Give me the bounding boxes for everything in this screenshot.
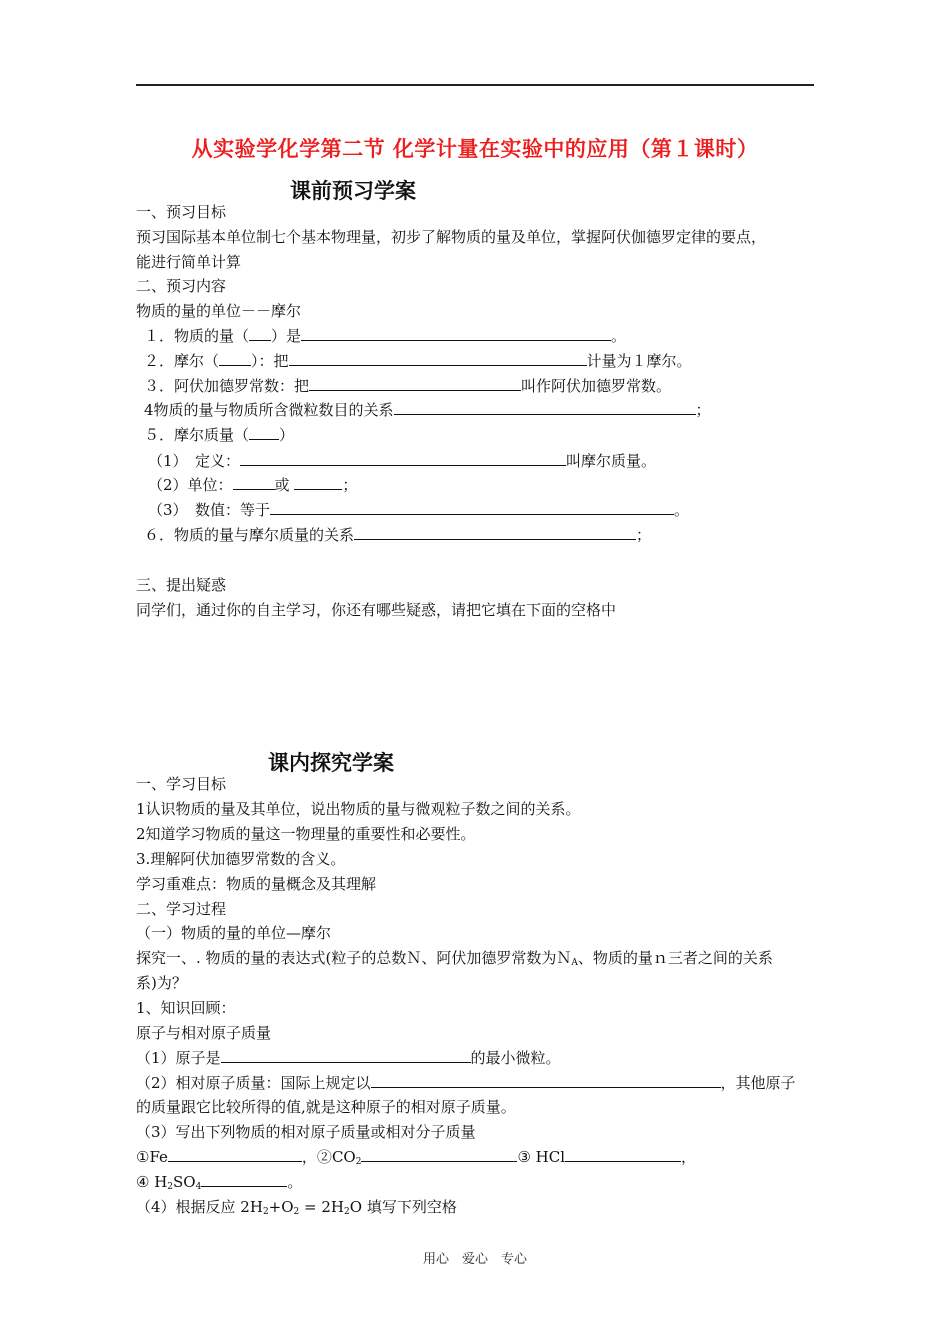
knowledge-review: 1、知识回顾： xyxy=(136,999,236,1017)
pre-goal-heading: 一、预习目标 xyxy=(136,203,227,221)
atom-subheading: 原子与相对原子质量 xyxy=(136,1024,272,1042)
doubt-heading: 三、提出疑惑 xyxy=(136,576,227,594)
in-goal-2: 2知道学习物质的量这一物理量的重要性和必要性。 xyxy=(136,825,476,843)
reaction-question: （4）根据反应 $2H_2+O_2 = 2H_2O$ 填写下列空格 xyxy=(136,1198,457,1217)
question-6: ６．物质的量与摩尔质量的关系 ； xyxy=(144,526,652,544)
in-goal-3: 3.理解阿伏加德罗常数的含义。 xyxy=(136,850,346,868)
question-5: ５．摩尔质量（ ） xyxy=(144,426,295,444)
key-points: 学习重难点：物质的量概念及其理解 xyxy=(136,875,377,893)
in-goal-1: 1认识物质的量及其单位，说出物质的量与微观粒子数之间的关系。 xyxy=(136,800,581,818)
atom-question-3: （3）写出下列物质的相对原子质量或相对分子质量 xyxy=(136,1123,476,1141)
question-1: １．物质的量（ ）是 。 xyxy=(144,327,627,345)
atom-question-2-cont: 的质量跟它比较所得的值,就是这种原子的相对原子质量。 xyxy=(136,1098,516,1116)
pre-content-heading: 二、预习内容 xyxy=(136,277,227,295)
doubt-text: 同学们，通过你的自主学习，你还有哪些疑惑，请把它填在下面的空格中 xyxy=(136,601,617,619)
question-5-2: （2）单位： 或 ； xyxy=(148,476,358,494)
pre-goal-line-1: 预习国际基本单位制七个基本物理量，初步了解物质的量及单位，掌握阿伏伽德罗定律的要点， xyxy=(136,228,767,246)
page-footer: 用心 爱心 专心 xyxy=(422,1252,527,1267)
question-4: 4物质的量与物质所含微粒数目的关系 ； xyxy=(144,401,711,419)
explore-1-line-2: 系)为？ xyxy=(136,974,187,992)
pre-goal-line-2: 能进行简单计算 xyxy=(136,253,242,271)
atom-question-2: （2）相对原子质量：国际上规定以 ，其他原子 xyxy=(136,1074,796,1092)
question-2: ２．摩尔（ ）：把 计量为１摩尔。 xyxy=(144,352,692,370)
formula-blanks: ①Fe ，$②CO_2$ ③ HCl ， xyxy=(136,1148,697,1167)
process-heading: 二、学习过程 xyxy=(136,900,227,918)
process-part-1: （一）物质的量的单位—摩尔 xyxy=(136,924,332,942)
pre-content-subheading: 物质的量的单位－－摩尔 xyxy=(136,302,302,320)
pre-study-heading: 课前预习学案 xyxy=(290,179,416,203)
question-5-3: （3） 数值：等于 。 xyxy=(148,501,690,519)
atom-question-1: （1）原子是 的最小微粒。 xyxy=(136,1049,561,1067)
in-goal-heading: 一、学习目标 xyxy=(136,775,227,793)
explore-1-line-1: 探究一、. 物质的量的表达式(粒子的总数Ｎ、阿伏加德罗常数为Ｎ$_A$、物质的量ｎ三者之间的关系 xyxy=(136,949,773,968)
question-3: ３．阿伏加德罗常数：把 叫作阿伏加德罗常数。 xyxy=(144,377,672,395)
header-rule xyxy=(136,84,814,86)
document-title: 从实验学化学第二节 化学计量在实验中的应用（第１课时） xyxy=(191,137,759,161)
in-class-heading: 课内探究学案 xyxy=(268,751,394,775)
formula-blank-h2so4: ④ $H_2SO_4$ 。 xyxy=(136,1173,303,1192)
question-5-1: （1） 定义： 叫摩尔质量。 xyxy=(148,452,657,470)
